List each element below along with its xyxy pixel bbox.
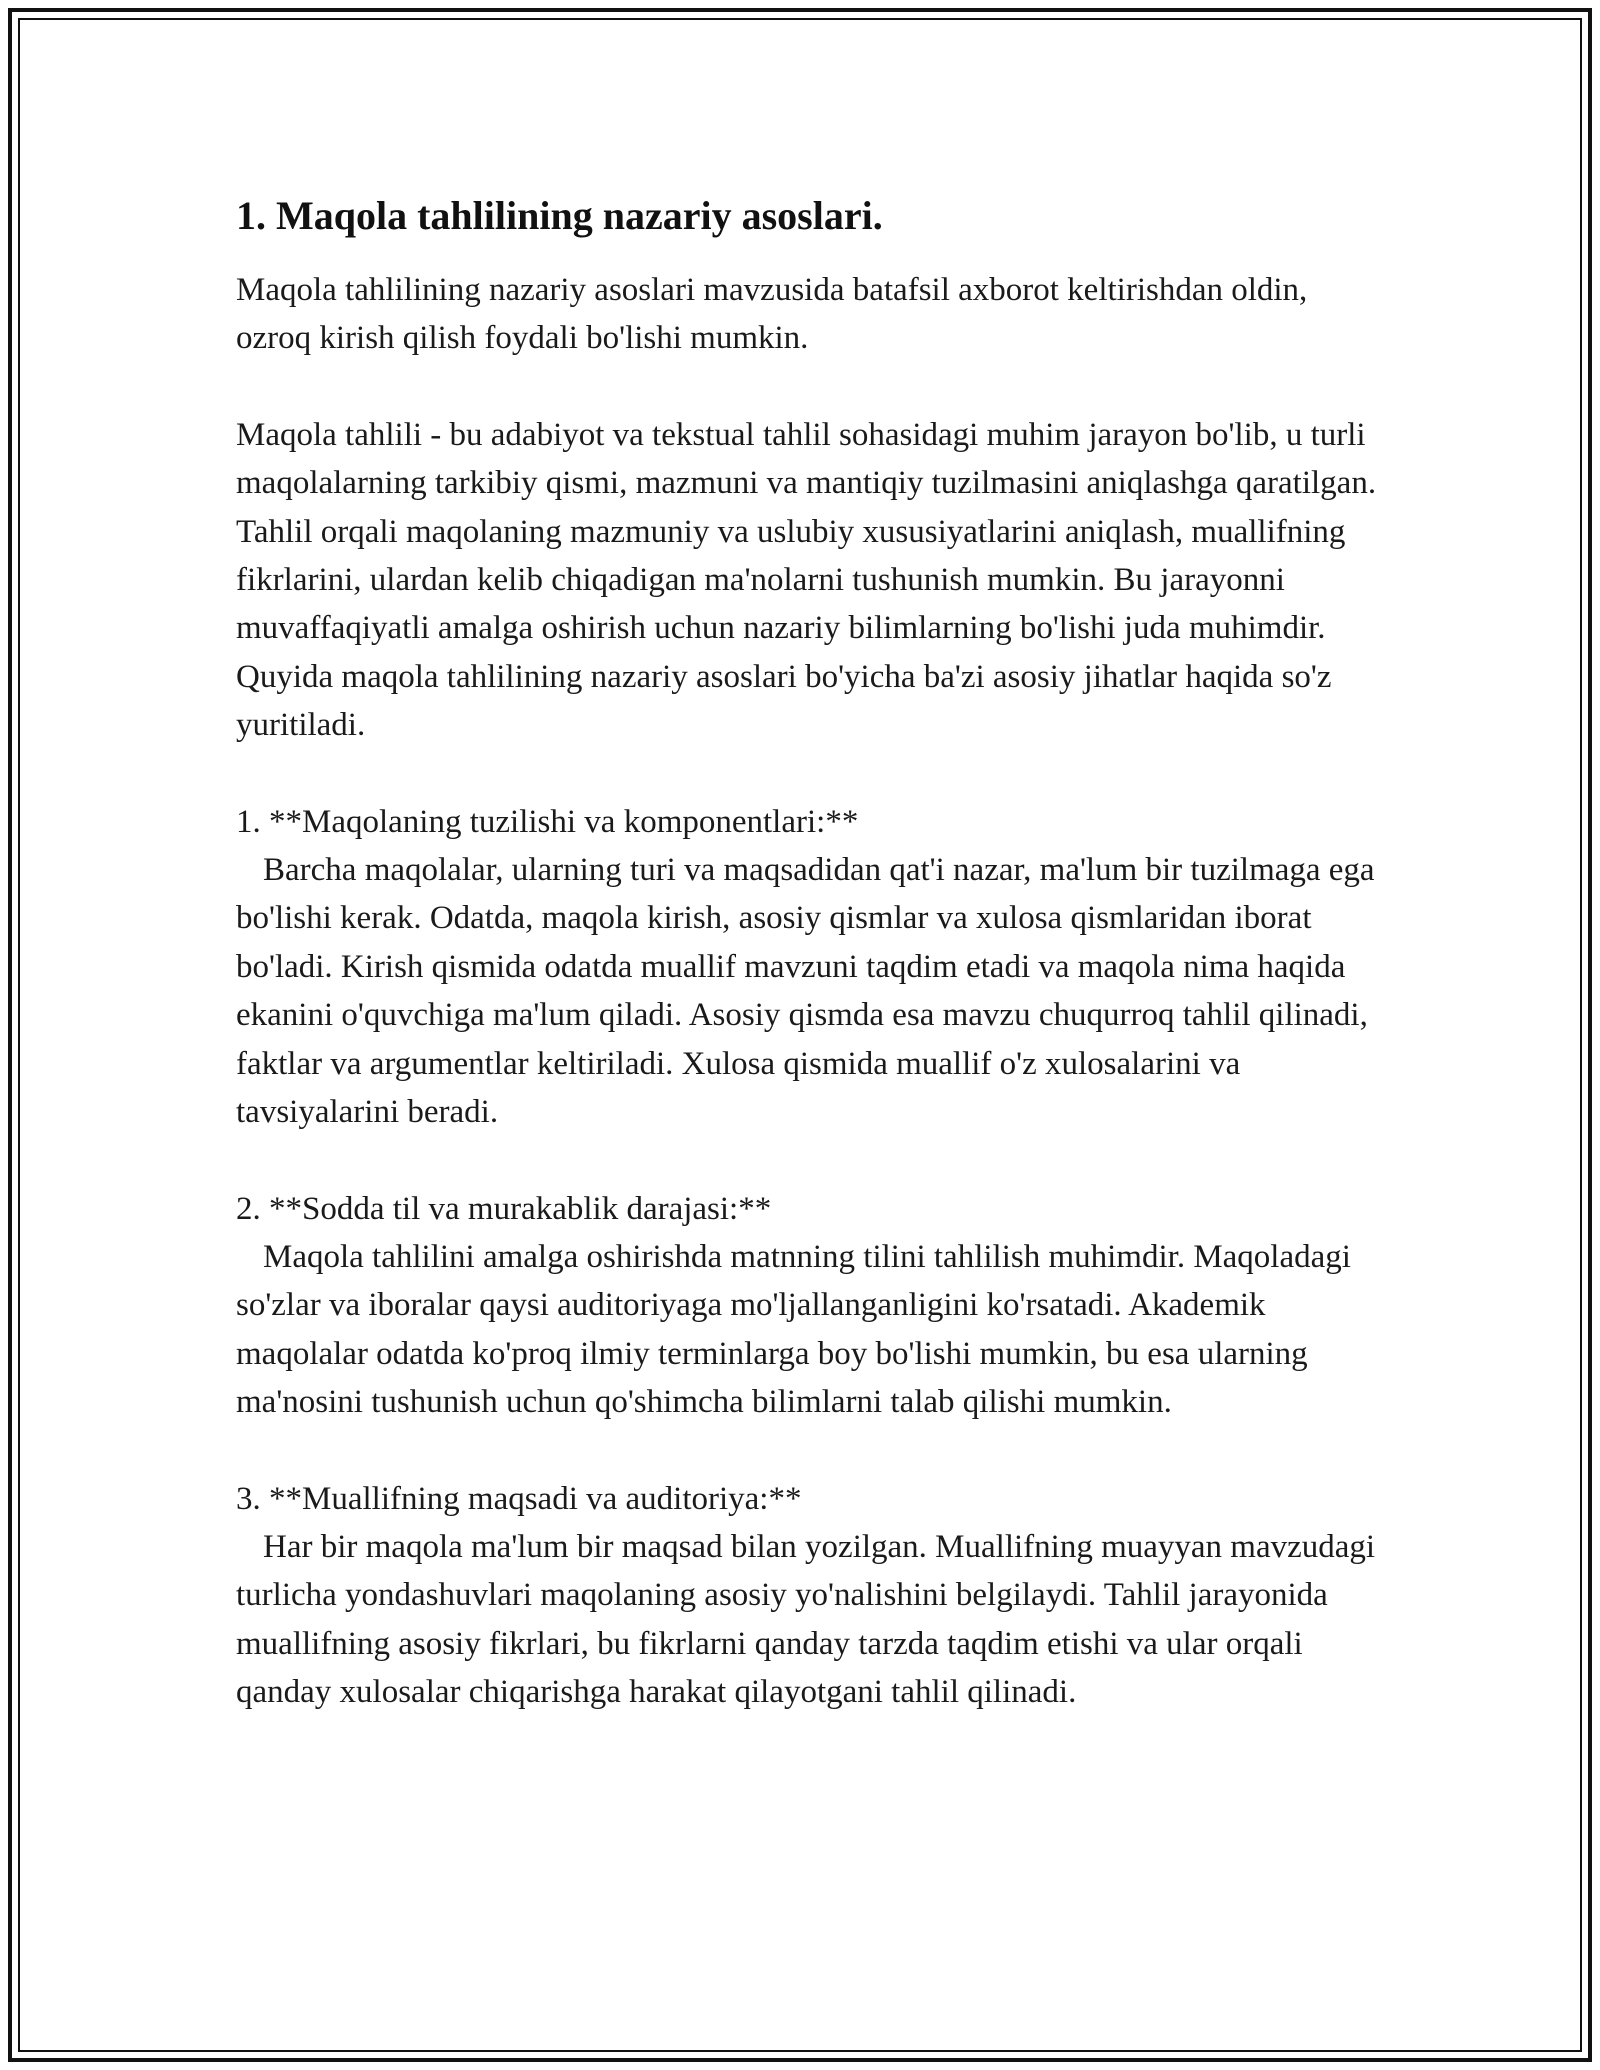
list-item-body: Maqola tahlilini amalga oshirishda matnning tilini tahlilish muhimdir. Maqoladagi so'zlar va iboralar qaysi auditoriyaga mo'ljallanganligini ko'rsatadi. Akademik maqolalar odatda ko'proq ilmiy terminlarga boy bo'lishi mumkin, bu esa ularning ma'nosini tushunish uchun qo'shimcha bilimlarni talab qilishi mumkin. (236, 1238, 1351, 1421)
list-item-title: 2. **Sodda til va murakablik darajasi:** (236, 1190, 772, 1227)
list-item-body: Har bir maqola ma'lum bir maqsad bilan yozilgan. Muallifning muayyan mavzudagi turlicha yondashuvlari maqolaning asosiy yo'nalishini belgilaydi. Tahlil jarayonida muallifning asosiy fikrlari, bu fikrlarni qanday tarzda taqdim etishi va ular orqali qanday xulosalar chiqarishga harakat qilayotgani tahlil qilinadi. (236, 1528, 1376, 1711)
list-item-title: 3. **Muallifning maqsadi va auditoriya:** (236, 1480, 802, 1517)
list-item (236, 1185, 1386, 1427)
list-item-title: 1. **Maqolaning tuzilishi va komponentlari:** (236, 803, 859, 840)
overview-paragraph: Maqola tahlili - bu adabiyot va tekstual tahlil sohasidagi muhim jarayon bo'lib, u turli maqolalarning tarkibiy qismi, mazmuni va mantiqiy tuzilmasini aniqlashga qaratilgan. Tahlil orqali maqolaning mazmuniy va uslubiy xususiyatlarini aniqlash, muallifning fikrlarini, ulardan kelib chiqadigan ma'nolarni tushunish mumkin. Bu jarayonni muvaffaqiyatli amalga oshirish uchun nazariy bilimlarning bo'lishi juda muhimdir. Quyida maqola tahlilining nazariy asoslari bo'yicha ba'zi asosiy jihatlar haqida so'z yuritiladi. (236, 416, 1377, 744)
intro-paragraph: Maqola tahlilining nazariy asoslari mavzusida batafsil axborot keltirishdan oldin, ozroq kirish qilish foydali bo'lishi mumkin. (236, 272, 1308, 357)
list-item-body: Barcha maqolalar, ularning turi va maqsadidan qat'i nazar, ma'lum bir tuzilmaga ega bo'lishi kerak. Odatda, maqola kirish, asosiy qismlar va xulosa qismlaridan iborat bo'ladi. Kirish qismida odatda muallif mavzuni taqdim etadi va maqola nima haqida ekanini o'quvchiga ma'lum qiladi. Asosiy qismda esa mavzu chuqurroq tahlil qilinadi, faktlar va argumentlar keltiriladi. Xulosa qismida muallif o'z xulosalarini va tavsiyalarini beradi. (236, 852, 1375, 1131)
list-item (236, 798, 1386, 1137)
document-body (236, 184, 1386, 1765)
list-item (236, 1475, 1386, 1717)
section-heading: 1. Maqola tahlilining nazariy asoslari. (236, 193, 883, 238)
